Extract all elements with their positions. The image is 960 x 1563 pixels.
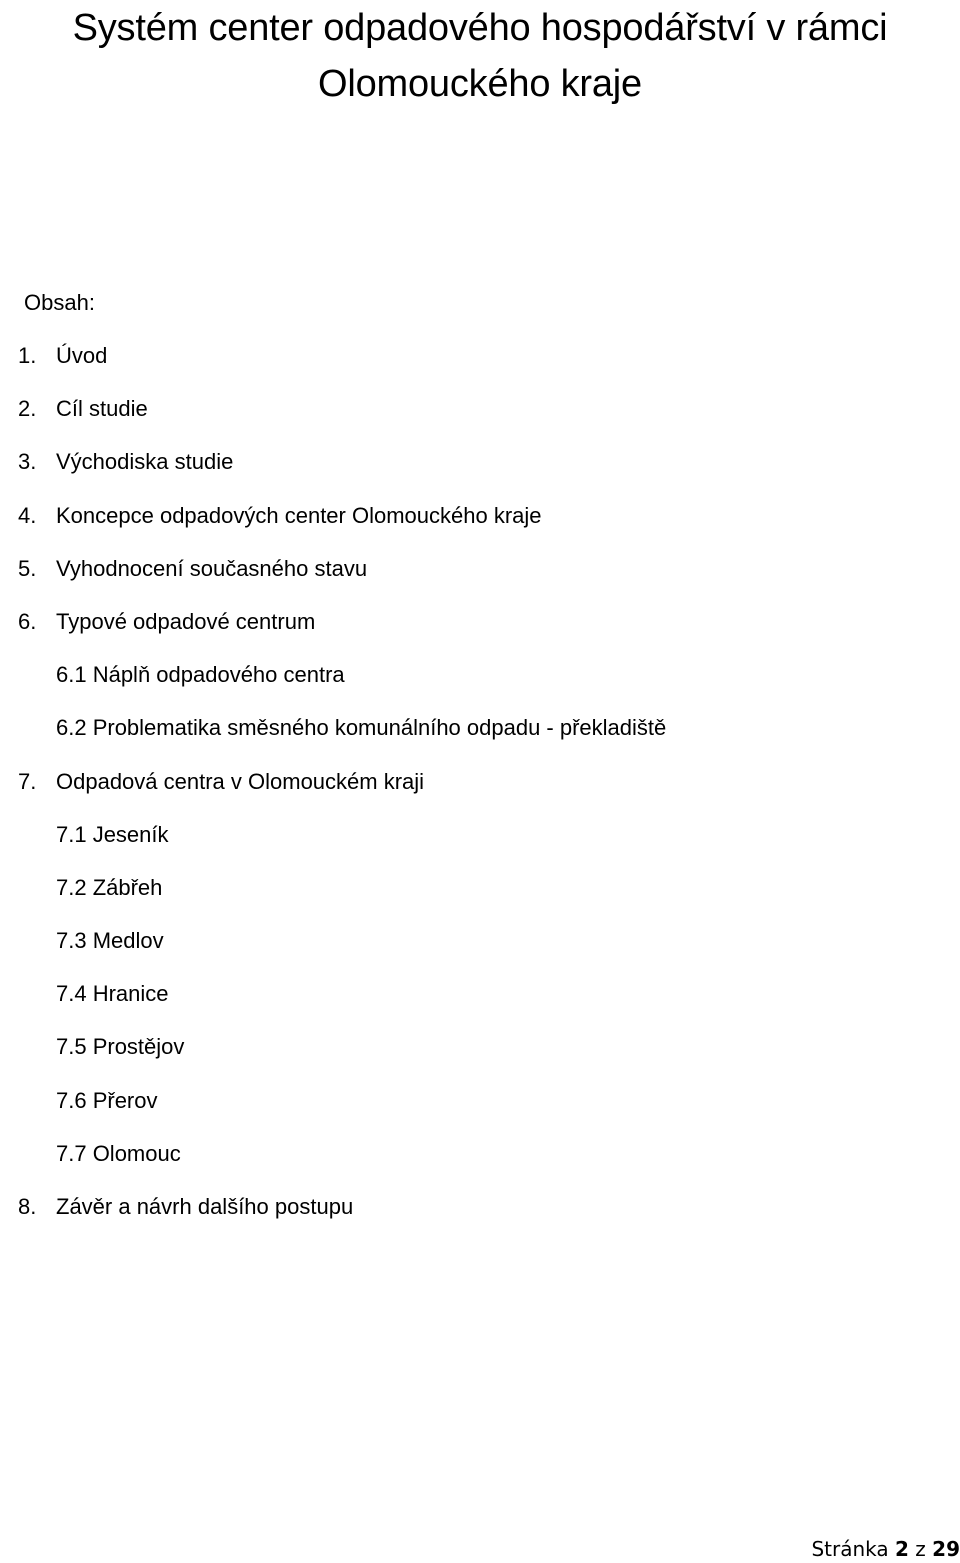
- toc-item-title: Závěr a návrh dalšího postupu: [56, 1194, 354, 1219]
- toc-item-title: Typové odpadové centrum: [56, 608, 316, 634]
- toc-item-title: Koncepce odpadových center Olomouckého kraje: [56, 502, 542, 528]
- toc-item-number: 5.: [18, 555, 37, 581]
- toc-item-number: 2.: [18, 396, 37, 422]
- toc-item-number: 6.: [18, 608, 37, 634]
- toc-subitem-title: 7.3 Medlov: [56, 928, 164, 954]
- toc-item-number: 4.: [18, 502, 37, 528]
- page-word: Stránka: [811, 1537, 889, 1561]
- total-pages-number: 29: [932, 1537, 960, 1561]
- toc-subitem-title: 7.7 Olomouc: [56, 1140, 181, 1166]
- toc-item-title: Odpadová centra v Olomouckém kraji: [56, 768, 425, 794]
- of-word: z: [915, 1537, 926, 1561]
- toc-item-title: Úvod: [56, 343, 108, 368]
- toc-item-number: 1.: [18, 343, 37, 368]
- toc-subitem-title: 6.1 Náplň odpadového centra: [56, 662, 345, 688]
- toc-item-title: Cíl studie: [56, 396, 148, 422]
- toc-item-title: Vyhodnocení současného stavu: [56, 555, 368, 581]
- toc-subitem-title: 7.6 Přerov: [56, 1087, 158, 1113]
- toc-subitem-title: 7.1 Jeseník: [56, 821, 169, 847]
- toc-subitem-title: 7.2 Zábřeh: [56, 874, 163, 900]
- toc-item-number: 7.: [18, 768, 37, 794]
- toc-item-number: 8.: [18, 1194, 37, 1219]
- toc-item-title: Východiska studie: [56, 449, 234, 475]
- current-page-number: 2: [895, 1537, 909, 1561]
- toc-label: Obsah:: [24, 290, 95, 315]
- toc-subitem-title: 7.5 Prostějov: [56, 1034, 185, 1060]
- toc-subitem-title: 6.2 Problematika směsného komunálního odpadu - překladiště: [56, 715, 667, 741]
- document-title: Systém center odpadového hospodářství v rámci Olomouckého kraje: [72, 7, 888, 105]
- toc-item-number: 3.: [18, 449, 37, 475]
- toc-subitem-title: 7.4 Hranice: [56, 981, 169, 1007]
- page-number-footer: [811, 1536, 960, 1562]
